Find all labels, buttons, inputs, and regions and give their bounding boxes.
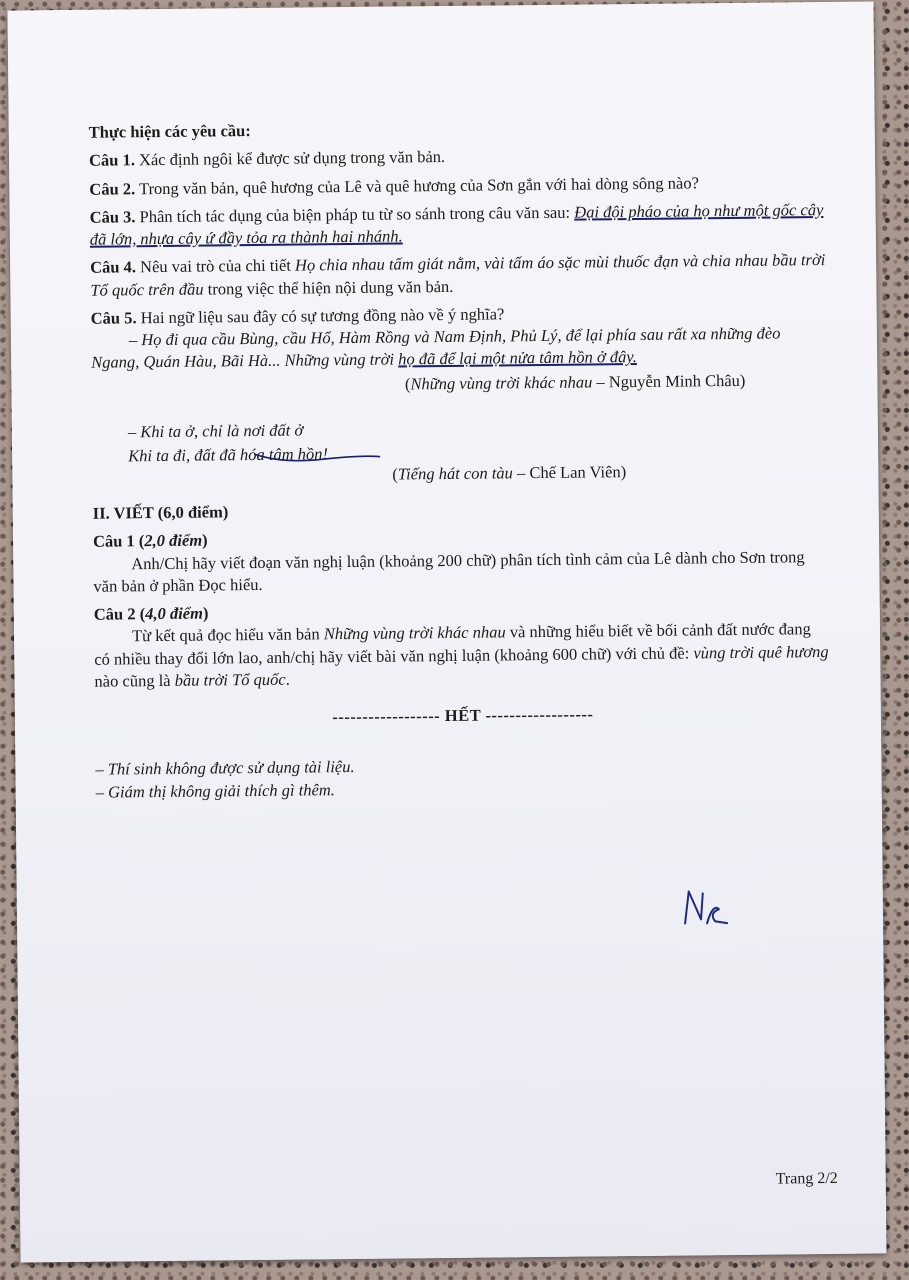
section-2-title: II. VIẾT (6,0 điểm) <box>92 502 229 523</box>
excerpt-2-cite-author: – Chế Lan Viên) <box>512 461 627 483</box>
q2-text-c: nào cũng là <box>94 670 175 691</box>
section-2-q2-close: ) <box>202 603 209 623</box>
section-2-q1-text: Anh/Chị hãy viết đoạn văn nghị luận (khoảng 200 chữ) phân tích tình cảm của Lê dành cho Sơn trong văn bản ở phần Đọc hiểu. <box>93 546 805 596</box>
question-4-text-a: Nêu vai trò của chi tiết <box>135 255 296 277</box>
q2-theme-b: bầu trời Tổ quốc <box>174 669 286 690</box>
excerpt-1-cite-author: – Nguyễn Minh Châu) <box>592 370 746 392</box>
excerpt-1-underlined: họ đã để lại một nửa tâm hồn ở đây. <box>398 347 637 369</box>
poem-line-1: – Khi ta ở, chỉ là nơi đất ở <box>127 420 304 442</box>
excerpt-1-text-a: – Họ đi qua cầu Bùng, cầu Hổ, Hàm Rồng và Nam Định, Phủ Lý, để lại phía sau rất xa những đèo Ngang, Quán Hàu, Bãi Hà... Những vùng trời <box>91 323 781 373</box>
section-2-q2-text <box>94 618 831 693</box>
exam-paper <box>7 2 886 1263</box>
instructions-heading: Thực hiện các yêu cầu: <box>88 121 251 142</box>
page-number: Trang 2/2 <box>775 1169 838 1188</box>
question-2 <box>89 171 825 201</box>
section-2-q1-label: Câu 1 ( <box>92 531 145 551</box>
section-2-q1-close: ) <box>202 530 208 550</box>
q2-text-d: . <box>285 669 290 689</box>
question-4-label: Câu 4. <box>90 257 137 278</box>
question-5-text: Hai ngữ liệu sau đây có sự tương đồng nào về ý nghĩa? <box>136 304 505 328</box>
question-4-quote: Họ chia nhau tấm giát nằm, vài tấm áo sặc mùi thuốc đạn và chia nhau bầu trời Tổ quốc trên đầu <box>90 250 826 300</box>
poem-line-2: Khi ta đi, đất đã hóa tâm hồn! <box>128 444 329 466</box>
exam-content <box>89 114 832 804</box>
note-2: – Giám thị không giải thích gì thêm. <box>95 779 335 802</box>
examiner-signature <box>679 883 740 934</box>
question-5-label: Câu 5. <box>90 308 137 328</box>
question-4-text-b: trong việc thể hiện nội dung văn bản. <box>203 276 454 299</box>
note-1: – Thí sinh không được sử dụng tài liệu. <box>95 757 355 780</box>
question-3-text: Phân tích tác dụng của biện pháp tu từ so sánh trong câu văn sau: <box>135 202 575 227</box>
question-3-quote: Đại đội pháo của họ như một gốc cây đã lớn, nhựa cây ứ đầy tỏa ra thành hai nhánh. <box>89 199 824 249</box>
q2-theme-a: vùng trời quê hương <box>693 641 829 663</box>
question-4 <box>90 249 826 301</box>
question-1 <box>89 142 825 172</box>
q2-title: Những vùng trời khác nhau <box>323 622 506 644</box>
question-1-label: Câu 1. <box>88 150 135 170</box>
question-2-text: Trong văn bản, quê hương của Lê và quê hương của Sơn gắn với hai dòng sông nào? <box>135 172 699 198</box>
excerpt-1 <box>91 322 827 374</box>
end-marker: ------------------ HẾT ------------------ <box>332 704 594 727</box>
question-1-text: Xác định ngôi kể được sử dụng trong văn bản. <box>134 147 446 170</box>
exam-notes <box>95 751 831 803</box>
question-3 <box>90 199 826 251</box>
handwritten-underline <box>252 447 382 468</box>
q2-text-a: Từ kết quả đọc hiểu văn bản <box>131 624 324 646</box>
section-2-q2-label: Câu 2 ( <box>93 604 146 624</box>
question-3-label: Câu 3. <box>89 207 136 227</box>
section-2-q2-points: 4,0 điểm <box>145 603 203 624</box>
q2-text-b: và những hiểu biết về bối cảnh đất nước đang có nhiều thay đổi lớn lao, anh/chị hãy viết bài văn nghị luận (khoảng 600 chữ) với chủ đề: <box>94 619 811 669</box>
excerpt-2-cite-title: Tiếng hát con tàu <box>397 463 513 484</box>
excerpt-1-cite-title: Những vùng trời khác nhau <box>410 372 593 394</box>
section-2-q1-points: 2,0 điểm <box>144 530 203 551</box>
excerpt-1-citation: (Những vùng trời khác nhau – Nguyễn Minh Châu) <box>404 370 746 394</box>
question-2-label: Câu 2. <box>89 178 136 199</box>
excerpt-2-citation: (Tiếng hát con tàu – Chế Lan Viên) <box>392 461 627 484</box>
